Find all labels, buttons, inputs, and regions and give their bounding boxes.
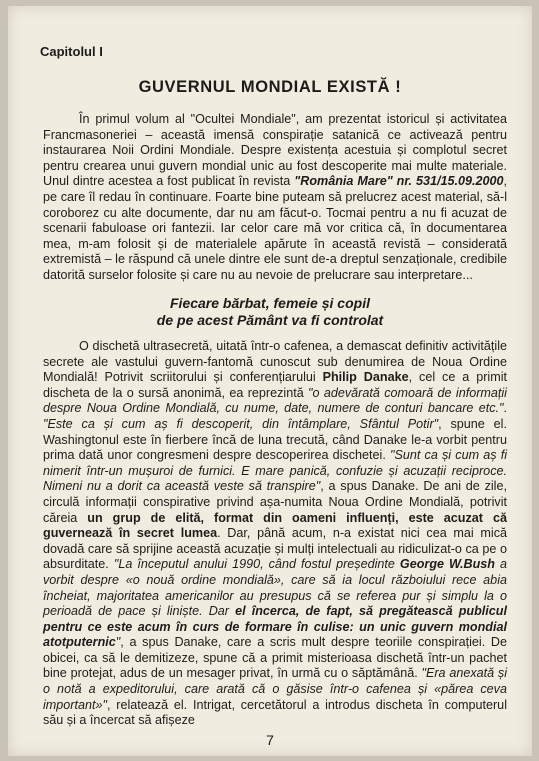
main-text-6: . Dar, până acum, n-a existat nici cea mai mică dovadă care să sprijine această acuzație și mulți intelectuali au ridiculizat-o ca pe o absurditate. <box>43 526 507 572</box>
section-subtitle <box>8 295 532 329</box>
main-text-4: , spune el. Washingtonul este în fierbere încă de luna trecută, când Danake le-a vorbit pentru prima dată unor congresmeni despre descoperirea dischetei. <box>43 416 507 463</box>
intro-section <box>43 112 507 284</box>
name-philip-danake: Philip Danake <box>322 370 409 385</box>
source-reference: "România Mare" nr. 531/15.09.2000 <box>294 174 504 189</box>
intro-paragraph <box>43 112 507 284</box>
bold-statement-2: el încerca, de fapt, să pregătească publicul pentru ce este acum în curs de formare în culise: un unic guvern mondial atotputernic <box>43 604 507 650</box>
main-section <box>43 339 507 729</box>
subtitle-line-1: Fiecare bărbat, femeie și copil <box>170 295 370 311</box>
quote-4-part-1: "La începutul anului 1990, când fostul președinte <box>113 557 400 572</box>
intro-text-1: În primul volum al "Ocultei Mondiale", am prezentat istoricul și activitatea Francmasoneriei – această imensă conspirație satanică ce activează pentru instaurarea Noii Ordini Mondiale. Despre existența acestuia și complotul secret pentru crearea unui guvern mondial unic au fost descoperite mai multe materiale. Unul dintre acestea a fost publicat în revista <box>43 112 507 189</box>
book-page <box>8 6 532 756</box>
quote-4-part-3: " <box>115 635 121 650</box>
main-text-3: . <box>503 401 507 416</box>
main-text-8: , relatează el. Intrigat, cercetătorul a introdus discheta în computerul său și a încercat să afișeze <box>43 697 507 728</box>
main-text-2: , cel ce a primit discheta de la o sursă anonimă, ea reprezintă <box>43 370 507 400</box>
subtitle-line-2: de pe acest Pământ va fi controlat <box>156 312 384 328</box>
page-number: 7 <box>266 732 274 748</box>
main-text-1: O dischetă ultrasecretă, uitată într-o cafenea, a demascat definitiv activitățile secrete ale vastului guvern-fantomă cunoscut sub denumirea de Noua Ordine Mondială! Potrivit scriitorului și conferențiarului <box>43 339 507 385</box>
main-text-7: , a spus Danake, care a scris mult despre teoriile conspirației. De obicei, ca să le demitizeze, spune că a primit misterioasa dischetă într-un pachet bine protejat, adus de un mesager privat, în urmă cu o săptămână. <box>43 635 507 681</box>
bold-statement-1: un grup de elită, format din oameni influenți, este acuzat că guvernează în secret lumea <box>43 510 507 541</box>
quote-5: "Era anexată și o notă a expeditorului, care arată că o găsise într-o cafenea și «părea ceva important»" <box>43 666 508 712</box>
main-paragraph <box>43 339 507 729</box>
intro-text-2: , pe care îl redau în continuare. Foarte bine puteam să prelucrez acest material, să-l coroborez cu alte documente, dar nu am făcut-o. Tocmai pentru a nu fi acuzat de scenarii fabuloase ori fantezii. Iar celor care mă vor critica că, în documentarea mea, m-am folosit și de materialele apărute în această revistă – considerată extremistă – le răspund că unele dintre ele sunt de-a dreptul senzaționale, credibile datorită surselor folosite și care nu au nevoie de prelucrare sau interpretare... <box>43 174 507 282</box>
main-text-5: , a spus Danake. De ani de zile, circulă informații conspirative privind așa-numita Noua Ordine Mondială, potrivit căreia <box>43 479 507 525</box>
page-title: GUVERNUL MONDIAL EXISTĂ ! <box>138 78 402 96</box>
quote-3: "Sunt ca și cum aș fi nimerit într-un mușuroi de furnici. E mare panică, confuzie și acuzații reciproce. Nimeni nu a dorit ca această veste să transpire" <box>43 448 507 494</box>
chapter-label: Capitolul I <box>40 44 103 59</box>
quote-1: "o adevărată comoară de informații despre Noua Ordine Mondială, cu nume, date, numere de conturi bancare etc." <box>43 385 507 416</box>
name-george-bush: George W.Bush <box>399 557 495 572</box>
quote-2: "Este ca și cum aș fi descoperit, din întâmplare, Sfântul Potir" <box>43 416 439 431</box>
quote-4-part-2: a vorbit despre «o nouă ordine mondială», care să ia locul războiului rece abia încheiat, majoritatea americanilor au presupus că se referea pur și simplu la o perioadă de pace și liniște. Dar <box>43 557 507 619</box>
